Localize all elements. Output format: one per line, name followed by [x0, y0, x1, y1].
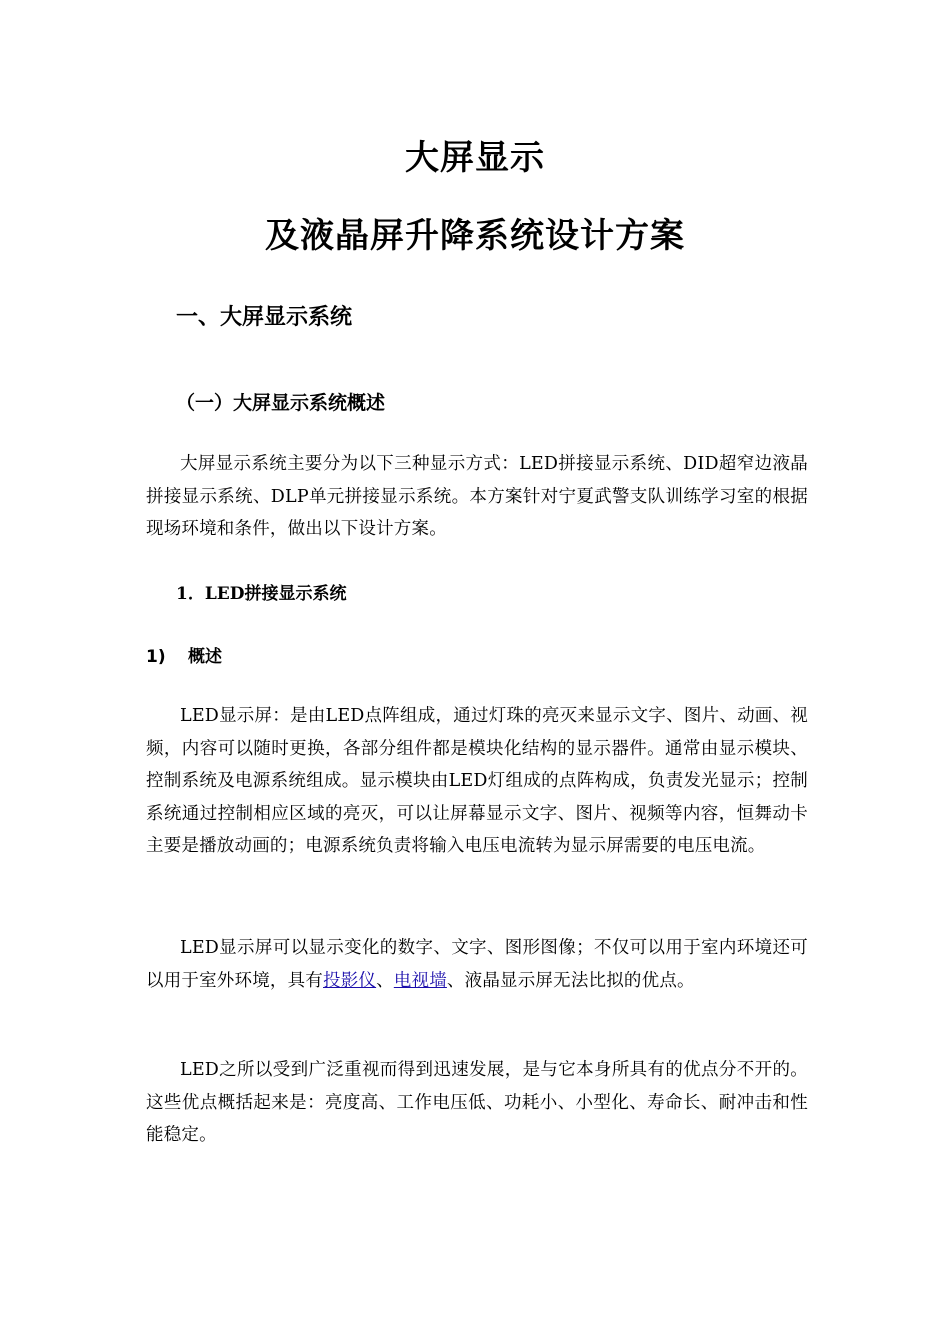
doc-title-line1: 大屏显示: [405, 138, 545, 178]
led-capability-paragraph: [146, 932, 808, 997]
item-heading-led-system: 1．LED拼接显示系统: [176, 584, 347, 604]
led-capability-text-start: LED显示屏可以显示变化的数字、文字、图形图像；不仅可以用于室内环境还可以用于室外环境，具有: [146, 938, 808, 991]
subitem-label: 概述: [188, 647, 222, 667]
led-definition-paragraph: LED显示屏：是由LED点阵组成，通过灯珠的亮灭来显示文字、图片、动画、视频，内容可以随时更换，各部分组件都是模块化结构的显示器件。通常由显示模块、控制系统及电源系统组成。显示模块由LED灯组成的点阵构成，负责发光显示；控制系统通过控制相应区域的亮灭，可以让屏幕显示文字、图片、视频等内容，恒舞动卡主要是播放动画的；电源系统负责将输入电压电流转为显示屏需要的电压电流。: [146, 706, 808, 856]
projector-link[interactable]: 投影仪: [323, 970, 377, 991]
subitem-heading-overview: [146, 643, 222, 671]
led-advantages-paragraph: LED之所以受到广泛重视而得到迅速发展，是与它本身所具有的优点分不开的。这些优点概括起来是：亮度高、工作电压低、功耗小、小型化、寿命长、耐冲击和性能稳定。: [146, 1060, 808, 1145]
section-heading-large-screen: 一、大屏显示系统: [176, 305, 353, 330]
link-separator: 、: [376, 970, 394, 991]
subsection-heading-overview: （一）大屏显示系统概述: [176, 392, 386, 414]
overview-paragraph: 大屏显示系统主要分为以下三种显示方式：LED拼接显示系统、DID超窄边液晶拼接显示系统、DLP单元拼接显示系统。本方案针对宁夏武警支队训练学习室的根据现场环境和条件，做出以下设计方案。: [146, 454, 808, 539]
subitem-number: 1): [146, 647, 166, 667]
doc-title-line2: 及液晶屏升降系统设计方案: [265, 216, 685, 256]
led-capability-text-end: 、液晶显示屏无法比拟的优点。: [446, 970, 695, 991]
video-wall-link[interactable]: 电视墙: [393, 970, 447, 991]
